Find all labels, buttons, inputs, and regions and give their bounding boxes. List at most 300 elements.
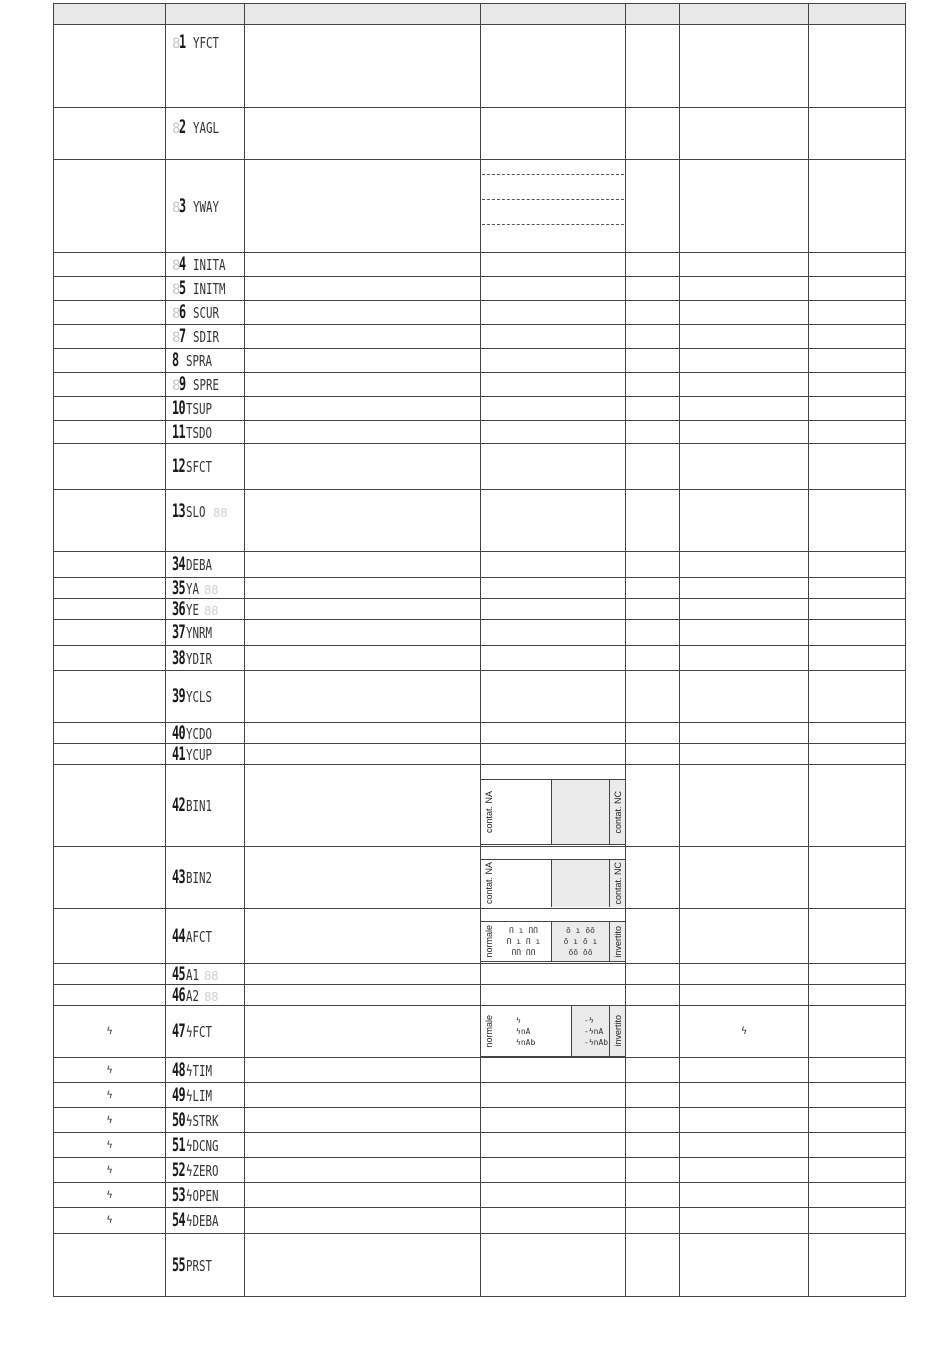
cell [809,620,906,646]
cell [680,444,809,490]
table-row [54,671,906,723]
cell [245,671,481,723]
cell [481,373,626,397]
cell [481,253,626,277]
cell [809,744,906,765]
table-row [54,1058,906,1083]
cell [680,671,809,723]
cell [245,985,481,1006]
sfct-subtable [481,1006,625,1057]
cell [54,671,166,723]
cell [481,723,626,744]
cell [626,1158,680,1183]
cell [481,444,626,490]
cell [481,1158,626,1183]
cell [245,253,481,277]
cell [680,620,809,646]
table-row [54,646,906,671]
cell [481,1083,626,1108]
cell [54,349,166,373]
cell [680,1234,809,1297]
table-row [54,1108,906,1133]
cell [245,301,481,325]
table-row [54,349,906,373]
contact-na-area [496,780,552,845]
cell [481,985,626,1006]
cell [54,765,166,847]
cell [481,578,626,599]
cell [245,1108,481,1133]
cell [680,552,809,578]
header-cell [166,4,245,25]
cell [481,1234,626,1297]
cell [626,444,680,490]
table-row [54,373,906,397]
contact-na-label: contat. NA [483,790,494,834]
cell [809,397,906,421]
cell [680,490,809,552]
cell [680,909,809,964]
table-row [54,421,906,444]
contact-subtable [481,859,625,907]
cell [54,744,166,765]
cell [626,985,680,1006]
cell [54,599,166,620]
cell [481,301,626,325]
header-cell [626,4,680,25]
table-row [54,1006,906,1058]
cell [809,301,906,325]
cell [54,620,166,646]
cell [680,1058,809,1083]
lcd-code: 41YCUP [166,744,245,765]
lcd-code: 86 SCUR [166,301,245,325]
cell [809,1133,906,1158]
lightning-icon: ϟ [54,1108,166,1133]
contact-subtable [481,779,625,845]
table-row [54,964,906,985]
lightning-icon: ϟ [54,1133,166,1158]
cell [680,160,809,253]
cell [626,108,680,160]
lcd-code: 48ϟTIM [166,1058,245,1083]
cell [626,490,680,552]
cell [54,578,166,599]
table-row [54,985,906,1006]
cell [626,671,680,723]
lcd-code: 34DEBA [166,552,245,578]
table-row [54,1133,906,1158]
cell [481,646,626,671]
cell [809,909,906,964]
table-row [54,599,906,620]
cell [680,1108,809,1133]
cell [481,349,626,373]
contact-nc-label: contat. NC [610,780,626,845]
table-row [54,277,906,301]
header-cell [245,4,481,25]
cell [245,964,481,985]
cell [245,25,481,108]
lcd-code: 84 INITA [166,253,245,277]
cell [54,444,166,490]
cell [245,160,481,253]
lcd-code: 53ϟOPEN [166,1183,245,1208]
cell [680,578,809,599]
cell [54,397,166,421]
cell [809,277,906,301]
cell [626,1234,680,1297]
cell [809,325,906,349]
lcd-code: 44AFCT [166,909,245,964]
cell [680,397,809,421]
cell [626,301,680,325]
cell [626,1006,680,1058]
table-row [54,723,906,744]
cell [680,277,809,301]
cell [626,847,680,909]
table-row [54,490,906,552]
cell [54,25,166,108]
cell [680,964,809,985]
cell [680,744,809,765]
cell [680,646,809,671]
table-row [54,301,906,325]
lightning-icon: ϟ [54,1183,166,1208]
cell [626,349,680,373]
cell [481,1058,626,1083]
cell [809,578,906,599]
contact-nc-area [552,860,610,908]
cell [54,108,166,160]
cell [481,744,626,765]
lcd-code: 43BIN2 [166,847,245,909]
table-row [54,909,906,964]
cell [626,620,680,646]
cell [626,552,680,578]
lcd-code: 83 YWAY [166,160,245,253]
contact-nc-label: contat. NC [610,860,626,908]
lightning-icon: ϟ [54,1083,166,1108]
cell [680,25,809,108]
cell [245,1133,481,1158]
cell [680,1208,809,1234]
cell [809,1208,906,1234]
table-row [54,397,906,421]
lcd-code: 13SLO 88 [166,490,245,552]
cell [481,620,626,646]
cell [481,490,626,552]
cell [680,421,809,444]
lcd-code: 37YNRM [166,620,245,646]
cell [245,1006,481,1058]
cell [481,1208,626,1234]
cell [680,985,809,1006]
contact-nc-area [552,780,610,845]
cell [626,1108,680,1133]
cell [245,620,481,646]
afct-inverted-glyphs: ō ı ōō ō ı ō ı ōō ōō [552,922,610,962]
cell [245,847,481,909]
table-row [54,1183,906,1208]
lcd-code: 10TSUP [166,397,245,421]
lcd-code: 39YCLS [166,671,245,723]
lightning-icon: ϟ [54,1006,166,1058]
cell [481,599,626,620]
lcd-code: 47ϟFCT [166,1006,245,1058]
cell [626,421,680,444]
cell [626,744,680,765]
cell [245,599,481,620]
cell [626,25,680,108]
lightning-icon: ϟ [54,1058,166,1083]
cell [680,1083,809,1108]
cell [54,552,166,578]
cell [245,277,481,301]
contact-na-label: contat. NA [483,862,494,905]
cell [626,1133,680,1158]
cell [481,25,626,108]
header-cell [54,4,166,25]
cell [626,325,680,349]
lcd-code: 11TSDO [166,421,245,444]
cell [809,349,906,373]
invertito-label: invertito [610,922,626,962]
cell [245,490,481,552]
cell [54,325,166,349]
cell [481,1183,626,1208]
cell [245,108,481,160]
cell [680,723,809,744]
cell [809,444,906,490]
cell [809,253,906,277]
cell [245,1183,481,1208]
cell [809,646,906,671]
cell [680,1133,809,1158]
lcd-code: 89 SPRE [166,373,245,397]
cell [481,277,626,301]
cell [626,599,680,620]
cell [809,964,906,985]
header-cell [680,4,809,25]
cell [626,397,680,421]
dashed-options [481,160,626,253]
table-row [54,765,906,847]
cell [626,964,680,985]
cell [245,444,481,490]
sfct-normal-glyphs: ϟ ϟnA ϟnAb [516,1015,536,1047]
cell [626,765,680,847]
cell [54,253,166,277]
table-row [54,108,906,160]
table-row [54,25,906,108]
lcd-code: 38YDIR [166,646,245,671]
cell [626,1083,680,1108]
table-row [54,253,906,277]
cell [626,1058,680,1083]
table-row [54,160,906,253]
cell [245,421,481,444]
cell [626,1183,680,1208]
cell [809,985,906,1006]
lcd-code: 49ϟLIM [166,1083,245,1108]
cell [245,723,481,744]
cell [245,578,481,599]
cell [54,909,166,964]
sfct-diagram [481,1006,626,1058]
lcd-code: 87 SDIR [166,325,245,349]
lcd-code: 50ϟSTRK [166,1108,245,1133]
cell [809,373,906,397]
cell [245,397,481,421]
cell [626,646,680,671]
header-row [54,4,906,25]
sfct-inverted-glyphs: -ϟ -ϟnA -ϟnAb [572,1006,610,1057]
cell [626,578,680,599]
cell [809,1006,906,1058]
lcd-code: 85 INITM [166,277,245,301]
cell [680,108,809,160]
table-row [54,847,906,909]
cell [680,373,809,397]
lcd-code: 55PRST [166,1234,245,1297]
cell [245,765,481,847]
lcd-code: 42BIN1 [166,765,245,847]
cell [54,490,166,552]
cell [245,373,481,397]
cell [481,964,626,985]
cell [245,349,481,373]
lcd-code: 52ϟZERO [166,1158,245,1183]
table-row [54,578,906,599]
cell [245,1208,481,1234]
cell [680,325,809,349]
contact-diagram-bin1 [481,765,626,847]
cell [809,1234,906,1297]
cell [626,1208,680,1234]
lcd-code: 12SFCT [166,444,245,490]
afct-normal-glyphs: Ո ı ՈՈ Ո ı Ո ı ՈՈ ՈՈ [506,926,541,957]
invertito-label: invertito [610,1006,626,1057]
cell [54,1234,166,1297]
lcd-code: 45A1 88 [166,964,245,985]
cell [809,765,906,847]
cell [481,1108,626,1133]
header-cell [481,4,626,25]
cell [54,277,166,301]
cell [245,1158,481,1183]
contact-na-area [496,860,552,908]
cell [680,301,809,325]
cell [54,847,166,909]
cell [626,253,680,277]
lcd-code: 36YE 88 [166,599,245,620]
afct-subtable [481,921,625,962]
cell [481,1133,626,1158]
cell [481,325,626,349]
table-row [54,444,906,490]
lightning-icon: ϟ [54,1208,166,1234]
table-row [54,620,906,646]
lcd-code: 54ϟDEBA [166,1208,245,1234]
cell [626,373,680,397]
parameter-table [53,3,906,1297]
table-row [54,1234,906,1297]
normale-label: normale [483,925,494,958]
table-row [54,1083,906,1108]
cell [54,301,166,325]
cell [809,108,906,160]
contact-diagram-bin2 [481,847,626,909]
cell [245,325,481,349]
lcd-code: 8 SPRA [166,349,245,373]
cell [245,646,481,671]
cell [626,723,680,744]
table-row [54,1208,906,1234]
cell [481,108,626,160]
cell [809,1183,906,1208]
cell [809,25,906,108]
normale-label: normale [483,1014,494,1048]
lightning-icon: ϟ [54,1158,166,1183]
lcd-code: 46A2 88 [166,985,245,1006]
cell [481,552,626,578]
cell [54,373,166,397]
cell [809,1108,906,1133]
cell [245,1058,481,1083]
cell [54,421,166,444]
cell [809,1158,906,1183]
cell [809,552,906,578]
cell [809,599,906,620]
table-row [54,552,906,578]
cell [54,964,166,985]
cell [481,421,626,444]
cell [680,253,809,277]
cell [680,599,809,620]
cell [680,1183,809,1208]
cell [54,646,166,671]
cell [680,847,809,909]
lcd-code: 82 YAGL [166,108,245,160]
cell [481,397,626,421]
cell [54,160,166,253]
lightning-icon: ϟ [680,1006,809,1058]
cell [809,490,906,552]
cell [809,160,906,253]
cell [809,1083,906,1108]
cell [626,277,680,301]
cell [54,985,166,1006]
lcd-code: 81 YFCT [166,25,245,108]
cell [809,847,906,909]
cell [245,744,481,765]
cell [680,349,809,373]
cell [626,909,680,964]
table-row [54,325,906,349]
cell [481,671,626,723]
cell [809,671,906,723]
lcd-code: 35YA 88 [166,578,245,599]
cell [809,1058,906,1083]
cell [245,909,481,964]
cell [245,1083,481,1108]
lcd-code: 51ϟDCNG [166,1133,245,1158]
cell [245,1234,481,1297]
cell [245,552,481,578]
dashed-divider [482,224,624,225]
table-row [54,744,906,765]
